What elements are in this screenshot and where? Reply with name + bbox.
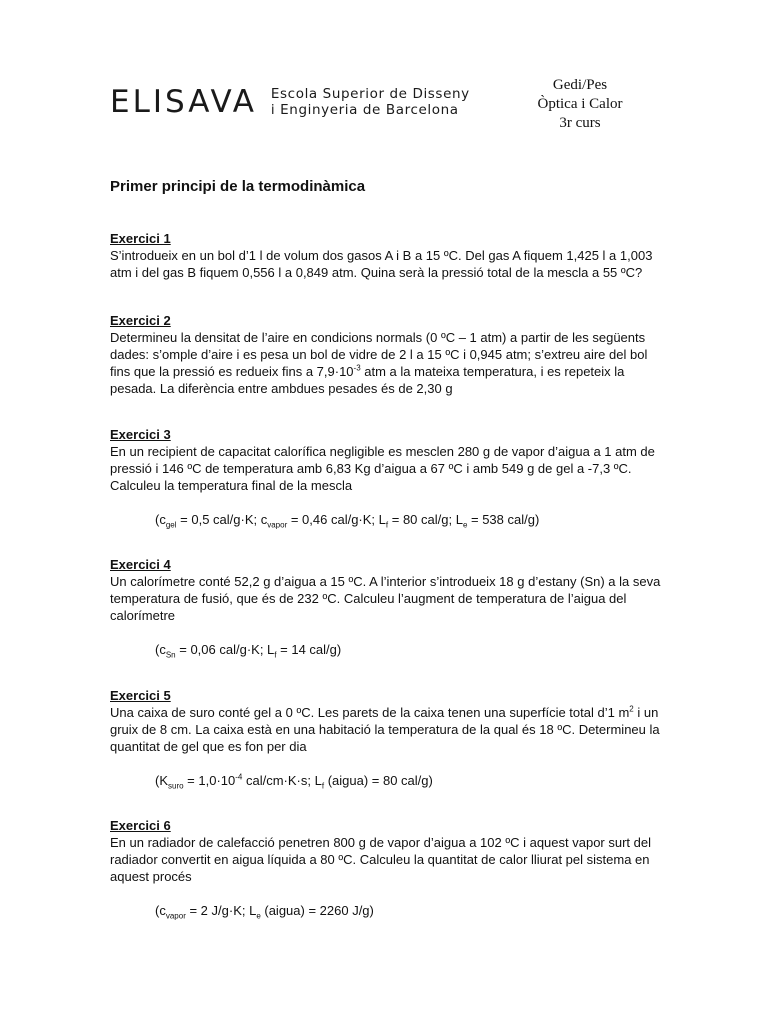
data-text: cal/cm·K·s; L: [242, 773, 322, 788]
data-text: = 80 cal/g; L: [388, 512, 463, 527]
exercise-text: S’introdueix en un bol d’1 l de volum dos gasos A i B a 15 ºC. Del gas A fiquem 1,425 l a 1,003 atm i del gas B fiquem 0,556 l a 0,849 atm. Quina serà la pressió total de la mescla a 55 ºC?: [110, 248, 653, 280]
subscript: gel: [165, 520, 177, 530]
page-title: Primer principi de la termodinàmica: [110, 178, 366, 195]
exercise-text: En un radiador de calefacció penetren 800 g de vapor d’aigua a 102 ºC i aquest vapor surt del radiador convertit en aigua líquida a 80 ºC. Calculeu la quantitat de calor lliurat pel sistema en aquest procés: [110, 835, 651, 884]
exercise-2: [110, 312, 670, 397]
subscript: vapor: [267, 520, 288, 530]
exercise-5: [110, 687, 670, 789]
text-part: i un gruix de 8 cm. La caixa està en una habitació la temperatura de la qual és 18 ºC. Determineu la quantitat de gel que es fon per dia: [110, 705, 660, 754]
data-text: = 0,5 cal/g·K; c: [176, 512, 268, 527]
data-text: (K: [155, 773, 168, 788]
elisava-logo: [110, 83, 470, 120]
text-part: atm a la mateixa temperatura, i es repeteix la pesada. La diferència entre ambdues pesades és de 2,30 g: [110, 364, 625, 396]
text-part: Una caixa de suro conté gel a 0 ºC. Les parets de la caixa tenen una superfície total d’1 m: [110, 705, 630, 720]
exercise-data: [110, 511, 670, 528]
data-text: = 0,06 cal/g·K; L: [175, 642, 275, 657]
data-text: = 1,0·10: [183, 773, 236, 788]
data-text: (aigua) = 80 cal/g): [324, 773, 433, 788]
exercise-text: Un calorímetre conté 52,2 g d’aigua a 15 ºC. A l’interior s’introdueix 18 g d’estany (Sn) a la seva temperatura de fusió, que és de 232 ºC. Calculeu l’augment de temperatura de l’aigua del calorímetre: [110, 574, 661, 623]
exercise-heading: Exercici 6: [110, 818, 171, 833]
course-code: Gedi/Pes: [552, 77, 608, 93]
course-subject: Òptica i Calor: [537, 96, 623, 112]
logo-subtitle: [271, 86, 470, 118]
course-year: 3r curs: [559, 115, 601, 131]
data-text: = 14 cal/g): [276, 642, 342, 657]
subscript: f: [321, 781, 325, 791]
data-text: = 2 J/g·K; L: [185, 903, 257, 918]
exercise-heading: Exercici 4: [110, 557, 171, 572]
data-text: = 0,46 cal/g·K; L: [287, 512, 386, 527]
data-text: (c: [155, 642, 166, 657]
subscript: e: [256, 911, 261, 921]
subscript: Sn: [165, 650, 176, 660]
exercise-6: [110, 817, 670, 919]
subscript: suro: [168, 781, 184, 791]
exercise-text: En un recipient de capacitat calorífica negligible es mesclen 280 g de vapor d’aigua a 1 atm de pressió i 146 ºC de temperatura amb 6,83 Kg d’aigua a 67 ºC i amb 549 g de gel a -7,3 ºC. Calculeu la temperatura final de la mescla: [110, 444, 655, 493]
data-text: (c: [155, 512, 166, 527]
exercise-heading: Exercici 3: [110, 427, 171, 442]
exercise-data: [110, 641, 670, 658]
logo-subtitle-line-2: i Enginyeria de Barcelona: [270, 102, 459, 118]
course-info: [520, 76, 640, 133]
exercise-heading: Exercici 1: [110, 231, 171, 246]
exponent: -4: [235, 772, 243, 782]
subscript: f: [385, 520, 389, 530]
exercise-data: [110, 902, 670, 919]
data-text: (c: [155, 903, 166, 918]
subscript: f: [274, 650, 277, 660]
exercise-4: [110, 556, 670, 658]
exercise-heading: Exercici 5: [110, 688, 171, 703]
data-text: (aigua) = 2260 J/g): [260, 903, 374, 918]
subscript: vapor: [165, 911, 186, 921]
data-text: = 538 cal/g): [467, 512, 540, 527]
exercise-data: [110, 772, 670, 789]
exercise-1: [110, 230, 670, 281]
exercise-text: [110, 329, 670, 397]
exercise-text: [110, 704, 670, 755]
exponent: 2: [629, 704, 634, 714]
logo-subtitle-line-1: Escola Superior de Disseny: [270, 86, 470, 102]
exercise-3: [110, 426, 670, 528]
subscript: e: [462, 520, 468, 530]
exercise-heading: Exercici 2: [110, 313, 171, 328]
text-part: Determineu la densitat de l’aire en condicions normals (0 ºC – 1 atm) a partir de les següents dades: s’omple d’aire i es pesa un bol de vidre de 2 l a 15 ºC i 0,945 atm; s’extreu aire del bol fins que la pressió es redueix fins a 7,9·10: [110, 330, 648, 379]
exponent: -3: [353, 363, 361, 373]
logo-wordmark: ELISAVA: [110, 83, 257, 120]
